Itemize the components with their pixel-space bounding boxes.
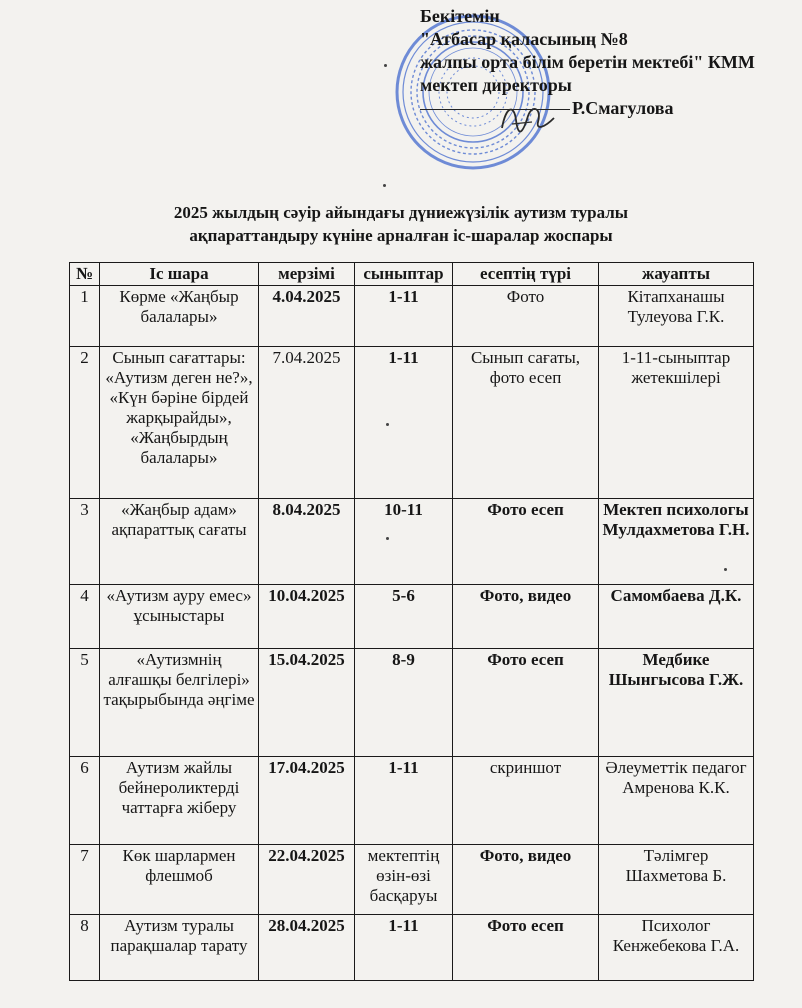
cell-report-type: Фото есеп <box>453 649 599 757</box>
cell-number: 4 <box>70 585 100 649</box>
cell-report-type: скриншот <box>453 757 599 845</box>
scan-speck <box>724 568 727 571</box>
signature-icon <box>492 98 562 142</box>
cell-classes: 8-9 <box>355 649 453 757</box>
cell-responsible: Самомбаева Д.К. <box>599 585 754 649</box>
approval-heading: Бекітемін <box>420 6 500 26</box>
cell-report-type: Фото, видео <box>453 845 599 915</box>
cell-report-type: Фото есеп <box>453 915 599 981</box>
table-row <box>70 347 754 499</box>
document-title <box>80 201 722 247</box>
approval-signature-row <box>420 97 800 120</box>
approval-school-line2: жалпы орта білім беретін мектебі" КММ <box>420 52 755 72</box>
cell-report-type: Фото, видео <box>453 585 599 649</box>
cell-number: 7 <box>70 845 100 915</box>
cell-event: Сынып сағаттары: «Аутизм деген не?», «Күн бәріне бірдей жарқырайды», «Жаңбырдың балалары» <box>100 347 259 499</box>
cell-responsible: Мектеп психологы Мулдахметова Г.Н. <box>599 499 754 585</box>
table-row <box>70 499 754 585</box>
cell-report-type: Фото есеп <box>453 499 599 585</box>
cell-responsible: 1-11-сыныптар жетекшілері <box>599 347 754 499</box>
cell-classes: мектептің өзін-өзі басқаруы <box>355 845 453 915</box>
cell-number: 5 <box>70 649 100 757</box>
cell-number: 1 <box>70 286 100 347</box>
cell-report-type: Сынып сағаты, фото есеп <box>453 347 599 499</box>
table-row <box>70 845 754 915</box>
header-responsible: жауапты <box>599 263 754 286</box>
table-row <box>70 757 754 845</box>
scan-speck <box>384 64 387 67</box>
events-plan-table <box>69 262 754 981</box>
cell-event: Көк шарлармен флешмоб <box>100 845 259 915</box>
scan-speck <box>386 423 389 426</box>
cell-event: «Аутизмнің алғашқы белгілері» тақырыбында әңгіме <box>100 649 259 757</box>
table-row <box>70 915 754 981</box>
cell-classes: 1-11 <box>355 915 453 981</box>
cell-event: Аутизм жайлы бейнероликтерді чаттарға жіберу <box>100 757 259 845</box>
cell-responsible: Психолог Кенжебекова Г.А. <box>599 915 754 981</box>
header-event: Іс шара <box>100 263 259 286</box>
title-line-1: 2025 жылдың сәуір айындағы дүниежүзілік аутизм туралы <box>173 203 629 222</box>
table-row <box>70 286 754 347</box>
cell-number: 6 <box>70 757 100 845</box>
table-header-row <box>70 263 754 286</box>
header-classes: сыныптар <box>355 263 453 286</box>
cell-classes: 5-6 <box>355 585 453 649</box>
cell-date: 22.04.2025 <box>259 845 355 915</box>
header-report-type: есептің түрі <box>453 263 599 286</box>
cell-date: 7.04.2025 <box>259 347 355 499</box>
scan-speck <box>383 184 386 187</box>
cell-date: 15.04.2025 <box>259 649 355 757</box>
cell-number: 8 <box>70 915 100 981</box>
cell-classes: 10-11 <box>355 499 453 585</box>
cell-event: «Аутизм ауру емес» ұсыныстары <box>100 585 259 649</box>
table-row <box>70 585 754 649</box>
cell-number: 3 <box>70 499 100 585</box>
header-number: № <box>70 263 100 286</box>
cell-date: 28.04.2025 <box>259 915 355 981</box>
cell-event: Аутизм туралы парақшалар тарату <box>100 915 259 981</box>
cell-responsible: Медбике Шынгысова Г.Ж. <box>599 649 754 757</box>
cell-event: Көрме «Жаңбыр балалары» <box>100 286 259 347</box>
approval-school-line1: "Атбасар қаласының №8 <box>420 29 628 49</box>
cell-date: 10.04.2025 <box>259 585 355 649</box>
cell-classes: 1-11 <box>355 286 453 347</box>
cell-classes: 1-11 <box>355 757 453 845</box>
title-line-2: ақпараттандыру күніне арналған іс-шаралар жоспары <box>189 226 613 245</box>
approval-signer: Р.Смагулова <box>572 98 674 118</box>
cell-responsible: Кітапханашы Тулеуова Г.К. <box>599 286 754 347</box>
cell-report-type: Фото <box>453 286 599 347</box>
scan-speck <box>386 537 389 540</box>
cell-event: «Жаңбыр адам» ақпараттық сағаты <box>100 499 259 585</box>
approval-position: мектеп директоры <box>420 75 572 95</box>
header-date: мерзімі <box>259 263 355 286</box>
cell-responsible: Әлеуметтік педагог Амренова К.К. <box>599 757 754 845</box>
cell-date: 8.04.2025 <box>259 499 355 585</box>
cell-date: 17.04.2025 <box>259 757 355 845</box>
table-row <box>70 649 754 757</box>
cell-classes: 1-11 <box>355 347 453 499</box>
cell-date: 4.04.2025 <box>259 286 355 347</box>
cell-number: 2 <box>70 347 100 499</box>
cell-responsible: Тәлімгер Шахметова Б. <box>599 845 754 915</box>
approval-block <box>420 5 800 120</box>
